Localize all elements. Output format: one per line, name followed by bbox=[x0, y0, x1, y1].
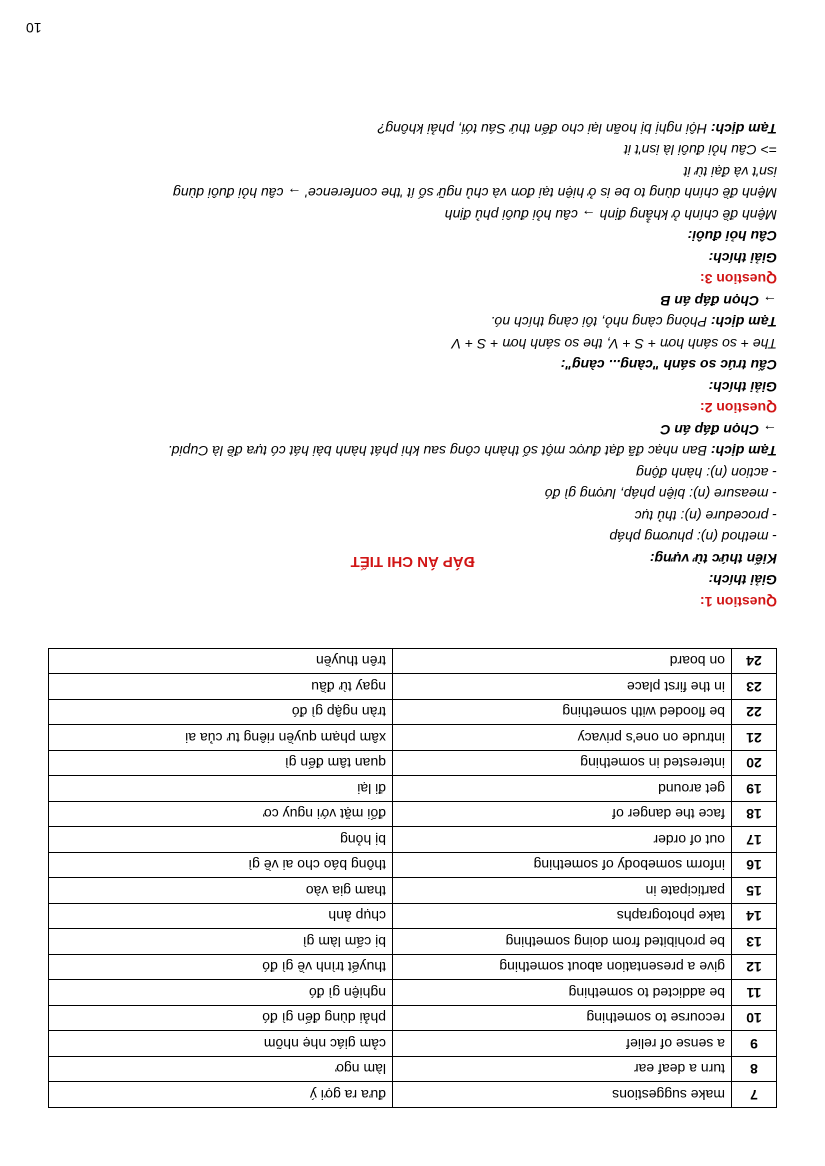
vietnamese-meaning: đi lại bbox=[49, 776, 393, 802]
q1-translation-label: Tạm dịch: bbox=[710, 443, 777, 460]
row-number: 18 bbox=[732, 802, 777, 828]
vietnamese-meaning: chụp ảnh bbox=[49, 904, 393, 930]
vietnamese-meaning: thuyết trình về gì đó bbox=[49, 955, 393, 981]
row-number: 24 bbox=[732, 649, 777, 675]
table-row bbox=[49, 878, 777, 904]
q1-translation-text: Ban nhạc đã đạt được một số thành công sau khi phát hành bài hát có tựa đề là Cupid. bbox=[167, 443, 711, 460]
answers-section bbox=[48, 118, 777, 613]
q1-vocab-heading: Kiến thức từ vựng: bbox=[649, 551, 777, 567]
vietnamese-meaning: đối mặt với nguy cơ bbox=[49, 802, 393, 828]
table-row bbox=[49, 674, 777, 700]
table-row bbox=[49, 776, 777, 802]
english-phrase: in the first place bbox=[393, 674, 732, 700]
row-number: 9 bbox=[732, 1031, 777, 1057]
english-phrase: out of order bbox=[393, 827, 732, 853]
vietnamese-meaning: bị cấm làm gì bbox=[49, 929, 393, 955]
q2-answer: → Chọn đáp án B bbox=[660, 293, 777, 309]
vietnamese-meaning: tràn ngập gì đó bbox=[49, 700, 393, 726]
row-number: 17 bbox=[732, 827, 777, 853]
vietnamese-meaning: quan tâm đến gì bbox=[49, 751, 393, 777]
english-phrase: inform somebody of something bbox=[393, 853, 732, 879]
table-row bbox=[49, 853, 777, 879]
q2-formula: The + so sánh hơn + S + V, the so sánh hơn + S + V bbox=[451, 336, 777, 352]
row-number: 12 bbox=[732, 955, 777, 981]
english-phrase: be addicted to something bbox=[393, 980, 732, 1006]
section-title: ĐÁP ÁN CHI TIẾT bbox=[350, 553, 475, 570]
q3-tag-question-heading: Câu hỏi đuôi: bbox=[687, 228, 777, 245]
q2-translation-text: Phòng càng nhỏ, tôi càng thích nó. bbox=[490, 314, 711, 331]
row-number: 15 bbox=[732, 878, 777, 904]
q1-item: - measure (n): biện pháp, lượng gì đó bbox=[544, 486, 777, 503]
vietnamese-meaning: ngay từ đầu bbox=[49, 674, 393, 700]
english-phrase: be flooded with something bbox=[393, 700, 732, 726]
vietnamese-meaning: đưa ra gợi ý bbox=[49, 1082, 393, 1108]
table-row bbox=[49, 980, 777, 1006]
vocabulary-table bbox=[48, 648, 777, 1108]
vietnamese-meaning: bị hỏng bbox=[49, 827, 393, 853]
english-phrase: be prohibited from doing something bbox=[393, 929, 732, 955]
q1-item: - procedure (n): thủ tục bbox=[634, 508, 777, 524]
table-row bbox=[49, 1082, 777, 1108]
row-number: 8 bbox=[732, 1057, 777, 1083]
row-number: 22 bbox=[732, 700, 777, 726]
q3-line: Mệnh đề chính ở khẳng định → câu hỏi đuôi phủ định bbox=[444, 207, 777, 223]
vietnamese-meaning: thông báo cho ai về gì bbox=[49, 853, 393, 879]
row-number: 7 bbox=[732, 1082, 777, 1108]
q2-translation bbox=[48, 311, 777, 333]
q3-line: isn't và đại từ it bbox=[683, 164, 777, 180]
english-phrase: face the danger of bbox=[393, 802, 732, 828]
english-phrase: turn a deaf ear bbox=[393, 1057, 732, 1083]
english-phrase: recourse to something bbox=[393, 1006, 732, 1032]
question-1-label: Question 1: bbox=[699, 594, 777, 610]
row-number: 10 bbox=[732, 1006, 777, 1032]
vietnamese-meaning: xâm phạm quyền riêng tư của ai bbox=[49, 725, 393, 751]
q1-translation bbox=[48, 440, 777, 462]
row-number: 11 bbox=[732, 980, 777, 1006]
row-number: 19 bbox=[732, 776, 777, 802]
question-3-label: Question 3: bbox=[699, 271, 777, 288]
table-row bbox=[49, 1006, 777, 1032]
vietnamese-meaning: nghiện gì đó bbox=[49, 980, 393, 1006]
table-row bbox=[49, 802, 777, 828]
row-number: 21 bbox=[732, 725, 777, 751]
q1-answer: → Chọn đáp án C bbox=[660, 422, 777, 438]
vocabulary-table-body bbox=[49, 649, 777, 1108]
english-phrase: get around bbox=[393, 776, 732, 802]
table-row bbox=[49, 827, 777, 853]
table-row bbox=[49, 1031, 777, 1057]
english-phrase: on board bbox=[393, 649, 732, 675]
table-row bbox=[49, 751, 777, 777]
row-number: 16 bbox=[732, 853, 777, 879]
question-2-label: Question 2: bbox=[699, 400, 777, 417]
english-phrase: participate in bbox=[393, 878, 732, 904]
english-phrase: take photographs bbox=[393, 904, 732, 930]
row-number: 23 bbox=[732, 674, 777, 700]
q3-explanation-heading: Giải thích: bbox=[708, 250, 777, 266]
table-row bbox=[49, 649, 777, 675]
page-number: 10 bbox=[26, 20, 42, 36]
vietnamese-meaning: trên thuyền bbox=[49, 649, 393, 675]
vietnamese-meaning: làm ngơ bbox=[49, 1057, 393, 1083]
table-row bbox=[49, 955, 777, 981]
q3-translation-text: Hội nghị bị hoãn lại cho đến thứ Sáu tới, phải không? bbox=[377, 121, 711, 137]
q2-translation-label: Tạm dịch: bbox=[710, 314, 777, 331]
row-number: 14 bbox=[732, 904, 777, 930]
q1-item: - method (n): phương pháp bbox=[609, 529, 777, 546]
q2-structure-heading: Cấu trúc so sánh "càng... càng": bbox=[560, 357, 777, 374]
table-row bbox=[49, 904, 777, 930]
table-row bbox=[49, 700, 777, 726]
q3-line: Mệnh đề chính dùng to be is ở hiện tại đơn và chủ ngữ số ít 'the conference' → câu hỏi đuôi dùng bbox=[173, 185, 777, 202]
q3-translation-label: Tạm dịch: bbox=[710, 121, 777, 137]
english-phrase: make suggestions bbox=[393, 1082, 732, 1108]
q3-translation bbox=[48, 118, 777, 140]
english-phrase: intrude on one's privacy bbox=[393, 725, 732, 751]
table-row bbox=[49, 725, 777, 751]
vietnamese-meaning: phải dùng đến gì đó bbox=[49, 1006, 393, 1032]
row-number: 20 bbox=[732, 751, 777, 777]
vietnamese-meaning: tham gia vào bbox=[49, 878, 393, 904]
q1-item: - action (n): hành động bbox=[636, 465, 777, 481]
table-row bbox=[49, 1057, 777, 1083]
table-row bbox=[49, 929, 777, 955]
q2-explanation-heading: Giải thích: bbox=[708, 379, 777, 395]
english-phrase: a sense of relief bbox=[393, 1031, 732, 1057]
row-number: 13 bbox=[732, 929, 777, 955]
q3-line: => Câu hỏi đuôi là isn't it bbox=[624, 142, 777, 159]
vietnamese-meaning: cảm giác nhẹ nhõm bbox=[49, 1031, 393, 1057]
english-phrase: give a presentation about something bbox=[393, 955, 732, 981]
english-phrase: interested in something bbox=[393, 751, 732, 777]
q1-explanation-heading: Giải thích: bbox=[708, 572, 777, 589]
